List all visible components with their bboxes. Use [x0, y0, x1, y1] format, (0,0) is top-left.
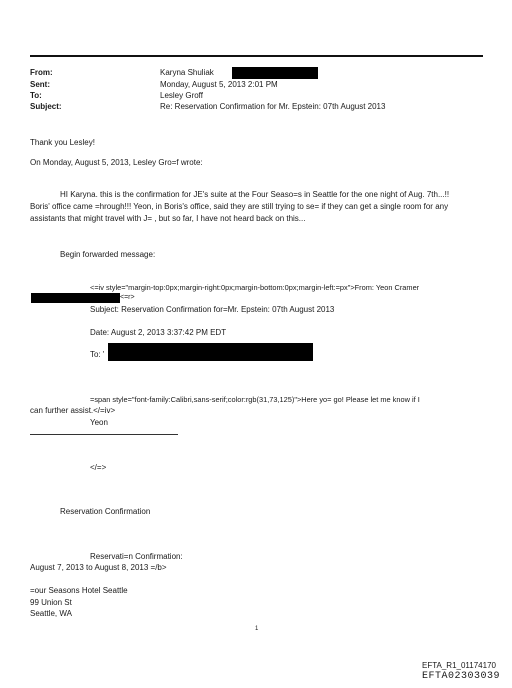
- reservation-dates: August 7, 2013 to August 8, 2013 =/b>: [30, 563, 167, 572]
- span-style-line1: =span style="font-family:Calibri,sans-serif;color:rgb(31,73,125)">Here yo= go! Please let me know if I: [90, 395, 420, 404]
- begin-forwarded: Begin forwarded message:: [60, 250, 156, 259]
- close-tag: </=>: [90, 463, 107, 472]
- to-value: Lesley Groff: [160, 91, 203, 100]
- sent-value: Monday, August 5, 2013 2:01 PM: [160, 80, 278, 89]
- para1-line1: HI Karyna. this is the confirmation for JE's suite at the Four Seaso=s in Seattle for the one night of Aug. 7th...!!: [60, 190, 450, 199]
- reservation-confirmation-label: Reservati=n Confirmation:: [90, 552, 183, 561]
- redaction-from: [232, 67, 318, 79]
- from-value: Karyna Shuliak: [160, 68, 214, 77]
- redaction-to: [108, 343, 313, 361]
- para1-line3: assistants that might travel with J= , but so far, I have not heard back on this...: [30, 214, 306, 223]
- br-fragment: <=r>: [120, 294, 135, 301]
- hotel-city: Seattle, WA: [30, 609, 72, 618]
- div-style-line: <=iv style="margin-top:0px;margin-right:0px;margin-bottom:0px;margin-left:=px">From: Yeon Cramer: [90, 283, 420, 292]
- signature-yeon: Yeon: [90, 418, 108, 427]
- reservation-confirmation-heading: Reservation Confirmation: [60, 507, 151, 516]
- on-monday-line: On Monday, August 5, 2013, Lesley Gro=f wrote:: [30, 158, 203, 167]
- fwd-to: To: ': [90, 350, 105, 359]
- fwd-subject: Subject: Reservation Confirmation for=Mr. Epstein: 07th August 2013: [90, 305, 335, 314]
- footer-id-1: EFTA_R1_01174170: [422, 661, 496, 670]
- footer-id-2: EFTA02303039: [422, 671, 501, 682]
- top-rule: [30, 55, 483, 57]
- to-label: To:: [30, 91, 42, 100]
- sent-label: Sent:: [30, 80, 50, 89]
- hotel-name: =our Seasons Hotel Seattle: [30, 586, 128, 595]
- from-label: From:: [30, 68, 53, 77]
- para1-line2: Boris' office came =hrough!!! Yeon, in Boris's office, said they are still trying to se= if they can get a single room for any: [30, 202, 449, 211]
- hotel-street: 99 Union St: [30, 598, 72, 607]
- signature-divider: [30, 434, 178, 435]
- page-number: 1: [255, 626, 259, 632]
- fwd-date: Date: August 2, 2013 3:37:42 PM EDT: [90, 328, 227, 337]
- subject-label: Subject:: [30, 102, 62, 111]
- subject-value: Re: Reservation Confirmation for Mr. Epstein: 07th August 2013: [160, 102, 386, 111]
- thanks-line: Thank you Lesley!: [30, 138, 95, 147]
- redaction-email-2: [90, 293, 120, 303]
- span-style-line2: can further assist.</=iv>: [30, 406, 116, 415]
